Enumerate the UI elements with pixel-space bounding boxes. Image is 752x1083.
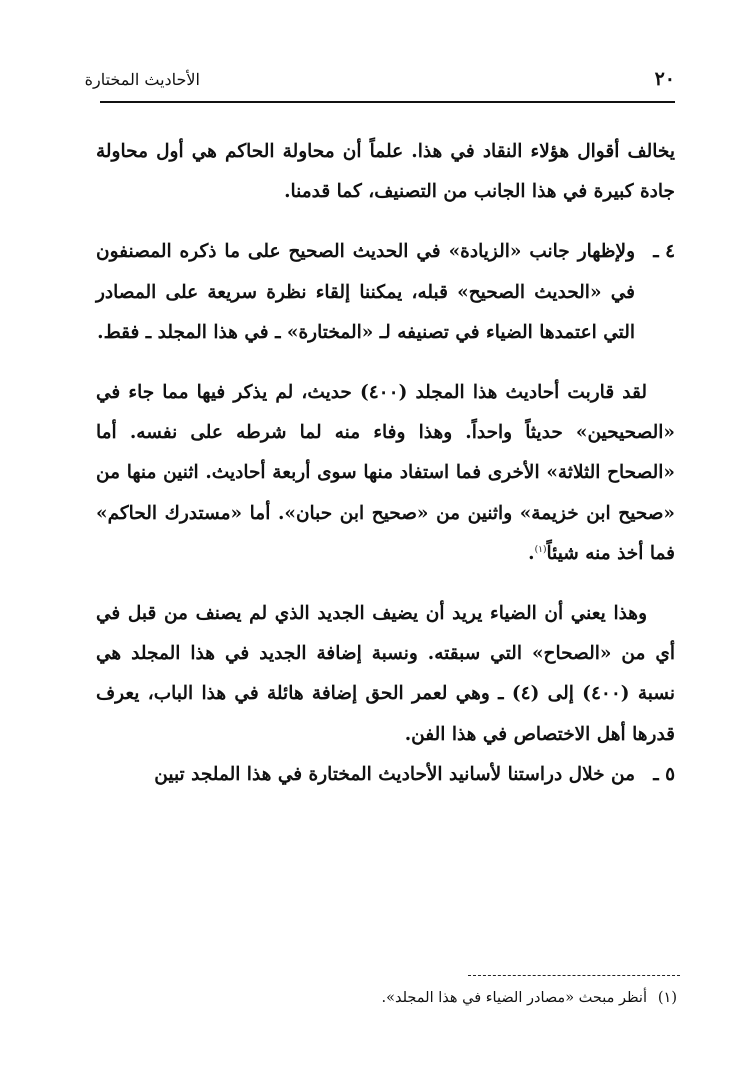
page-header xyxy=(84,68,675,100)
list-item-5 xyxy=(96,755,675,795)
page-number: ٢٠ xyxy=(654,68,675,90)
main-text xyxy=(96,132,675,795)
paragraph-3: وهذا يعني أن الضياء يريد أن يضيف الجديد الذي لم يصنف من قبل في أي من «الصحاح» التي سبقته. ونسبة إضافة الجديد في هذا المجلد هي نسبة (٤٠٠) إلى (٤) ـ وهي لعمر الحق إضافة هائلة في هذا الباب، يعرف قدرها أهل الاختصاص في هذا الفن. xyxy=(96,603,675,745)
spacer xyxy=(96,212,675,232)
spacer xyxy=(96,353,675,373)
item-text: من خلال دراستنا لأسانيد الأحاديث المختارة في هذا الملجد تبين xyxy=(154,763,635,785)
paragraph-1: يخالف أقوال هؤلاء النقاد في هذا. علماً أن محاولة الحاكم هي أول محاولة جادة كبيرة في هذا الجانب من التصنيف، كما قدمنا. xyxy=(96,141,675,203)
paragraph-2-text: لقد قاربت أحاديث هذا المجلد (٤٠٠) حديث، لم يذكر فيها مما جاء في «الصحيحين» حديثاً واحداً. وهذا وفاء منه لما شرطه على نفسه. أما «الصحاح الثلاثة» الأخرى فما استفاد منها سوى أربعة أحاديث. اثنين منها من «صحيح ابن خزيمة» واثنين من «صحيح ابن حبان». أما «مستدرك الحاكم» فما أخذ منه شيئاً xyxy=(96,382,675,564)
footnote-rule xyxy=(468,975,680,976)
paragraph-2 xyxy=(96,373,675,574)
footnote xyxy=(257,987,677,1009)
spacer xyxy=(96,574,675,594)
item-number: ٤ ـ xyxy=(653,241,675,263)
footnote-number: (١) xyxy=(657,990,677,1006)
list-item-4 xyxy=(96,232,675,353)
item-text: ولإظهار جانب «الزيادة» في الحديث الصحيح على ما ذكره المصنفون في «الحديث الصحيح» قبله، يمكننا إلقاء نظرة سريعة على المصادر التي اعتمدها الضياء في تصنيفه لـ «المختارة» ـ في هذا المجلد ـ فقط. xyxy=(96,241,635,343)
item-number: ٥ ـ xyxy=(653,763,675,785)
running-title: الأحاديث المختارة xyxy=(84,70,200,89)
header-rule xyxy=(100,101,675,103)
paragraph-2-end: . xyxy=(528,542,535,564)
footnote-marker[interactable]: (١) xyxy=(534,544,547,555)
footnote-text: أنظر مبحث «مصادر الضياء في هذا المجلد». xyxy=(381,990,647,1006)
